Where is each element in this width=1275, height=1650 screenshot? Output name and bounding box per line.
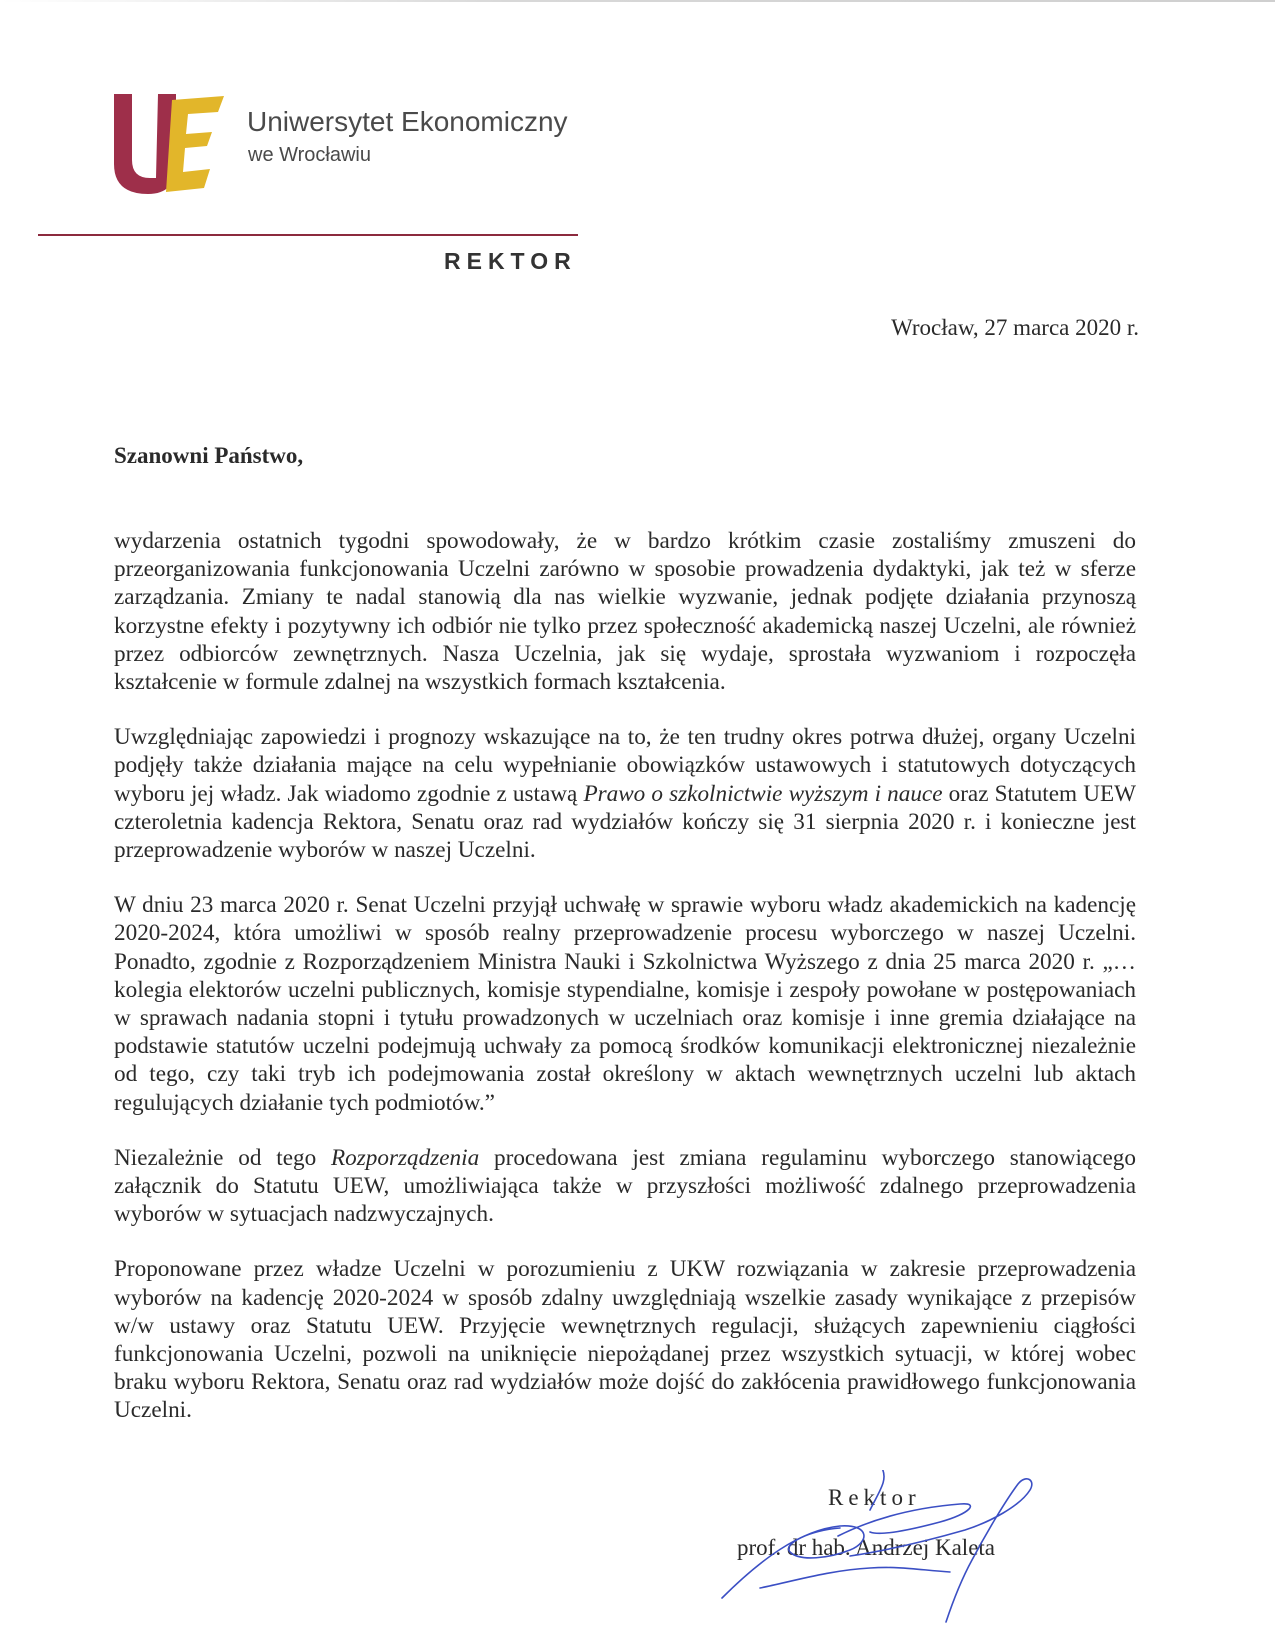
logo-letter-e — [166, 96, 224, 192]
university-name: Uniwersytet Ekonomiczny — [247, 106, 568, 137]
salutation: Szanowni Państwo, — [114, 443, 304, 468]
paragraph-5: Proponowane przez władze Uczelni w porozumieniu z UKW rozwiązania w zakresie przeprowadzenia wyborów na kadencję 2020-2024 w sposób zdalny uwzględniają wszelkie zasady wynikające z przepisów w/w ustawy oraz Statutu UEW. Przyjęcie wewnętrznych regulacji, służących zapewnieniu ciągłości funkcjonowania Uczelni, pozwoli na uniknięcie niepożądanej przez wszystkich sytuacji, w której wobec braku wyboru Rektora, Senatu oraz rad wydziałów może dojść do zakłócenia prawidłowego funkcjonowania Uczelni. — [114, 1256, 1136, 1424]
signature-title: Rektor — [828, 1485, 921, 1510]
logo-letter-u — [114, 94, 176, 194]
header-divider — [38, 234, 578, 236]
paragraph-2-text-a: Uwzględniając zapowiedzi i prognozy wskazujące na to, że ten trudny okres potrwa dłużej, organy Uczelni podjęły także działania mające na celu wypełnianie obowiązków ustawowych i statutowych dotyczących wyboru jej władz. Jak wiadomo zgodnie z ustawą — [114, 724, 1136, 807]
scan-edge — [0, 0, 1275, 2]
regulation-italic: Rozporządzenia — [331, 1144, 480, 1171]
office-title: REKTOR — [444, 248, 577, 274]
handwritten-signature — [720, 1470, 1050, 1650]
paragraph-4-text-a: Niezależnie od tego — [114, 1144, 332, 1171]
paragraph-4-text-b: procedowana jest zmiana regulaminu wyborczego stanowiącego załącznik do Statutu UEW, umożliwiająca także w przyszłości możliwość zdalnego przeprowadzenia wyborów w sytuacjach nadzwyczajnych. — [114, 1144, 1136, 1228]
letter-body — [114, 527, 1136, 1452]
statute-title-italic: Prawo o szkolnictwie wyższym i nauce — [583, 780, 943, 807]
university-city: we Wrocławiu — [248, 144, 371, 166]
paragraph-3: W dniu 23 marca 2020 r. Senat Uczelni przyjął uchwałę w sprawie wyboru władz akademickich na kadencję 2020-2024, która umożliwi w sposób realny przeprowadzenie procesu wyborczego w naszej Uczelni. Ponadto, zgodnie z Rozporządzeniem Ministra Nauki i Szkolnictwa Wyższego z dnia 25 marca 2020 r. „… kolegia elektorów uczelni publicznych, komisje stypendialne, komisje i zespoły powołane w postępowaniach w sprawach nadania stopni i tytułu prowadzonych w uczelniach oraz komisje i inne gremia działające na podstawie statutów uczelni podejmują uchwały za pomocą środków komunikacji elektronicznej niezależnie od tego, czy taki tryb ich podejmowania został określony w aktach wewnętrznych uczelni lub aktach regulujących działanie tych podmiotów.” — [114, 892, 1136, 1116]
paragraph-4 — [114, 1144, 1136, 1229]
paragraph-2-text-b: oraz Statutem UEW czteroletnia kadencja Rektora, Senatu oraz rad wydziałów kończy się 31 sierpnia 2020 r. i konieczne jest przeprowadzenie wyborów w naszej Uczelni. — [114, 780, 1136, 864]
letter-date: Wrocław, 27 marca 2020 r. — [891, 315, 1139, 340]
signatory-name: prof. dr hab. Andrzej Kaleta — [737, 1535, 996, 1560]
paragraph-1: wydarzenia ostatnich tygodni spowodowały, że w bardzo krótkim czasie zostaliśmy zmuszeni do przeorganizowania funkcjonowania Uczelni zarówno w sposobie prowadzenia dydaktyki, jak też w sferze zarządzania. Zmiany te nadal stanowią dla nas wielkie wyzwanie, jednak podjęte działania przynoszą korzystne efekty i pozytywny ich odbiór nie tylko przez społeczność akademicką naszej Uczelni, ale również przez odbiorców zewnętrznych. Nasza Uczelnia, jak się wydaje, sprostała wyzwaniom i rozpoczęła kształcenie w formule zdalnej na wszystkich formach kształcenia. — [114, 528, 1136, 696]
signature-block — [720, 1470, 1050, 1650]
paragraph-2 — [114, 723, 1136, 864]
university-logo — [114, 94, 229, 196]
